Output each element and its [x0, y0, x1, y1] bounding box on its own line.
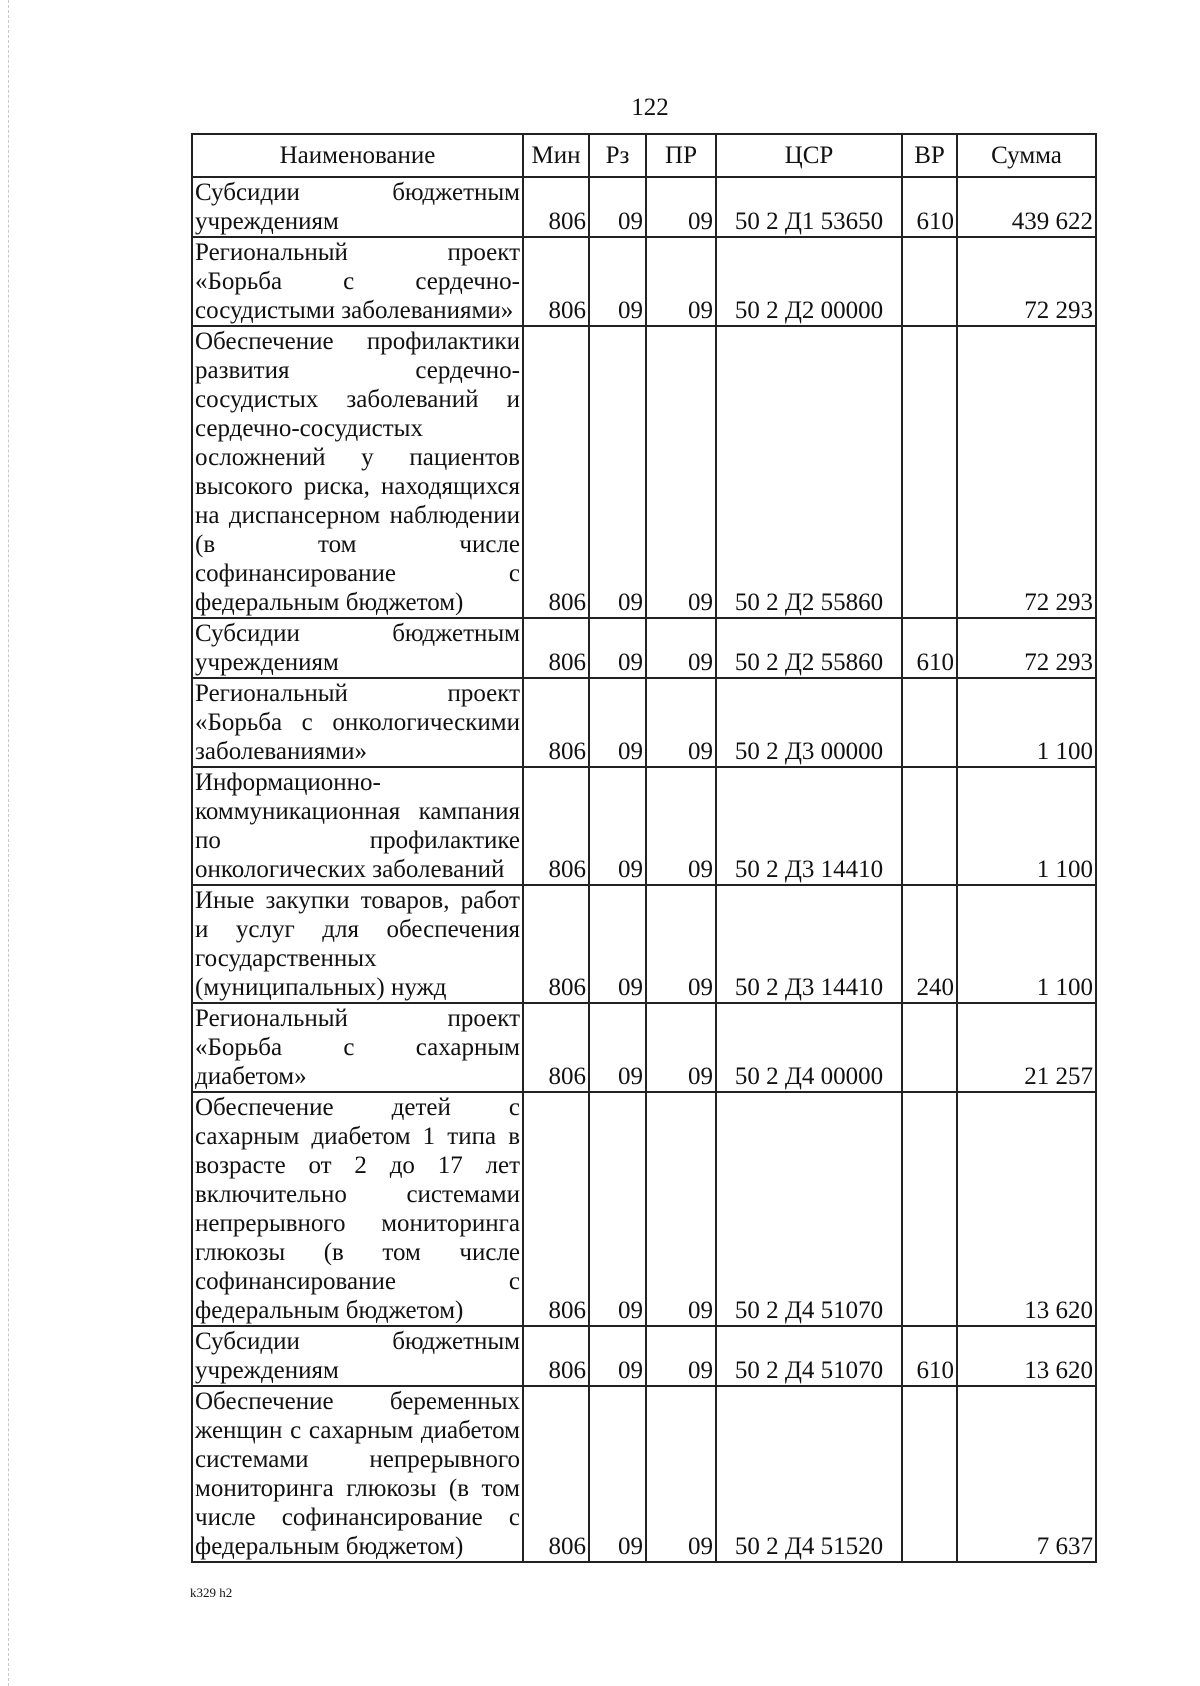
cell-pr: 09 [646, 767, 716, 885]
cell-pr: 09 [646, 237, 716, 326]
cell-min: 806 [523, 237, 589, 326]
cell-vr [902, 237, 957, 326]
budget-table [191, 133, 1097, 1563]
cell-rz: 09 [589, 678, 646, 767]
cell-sum: 72 293 [957, 326, 1096, 618]
cell-csr: 50 2 Д4 51070 [716, 1326, 902, 1386]
cell-csr: 50 2 Д2 55860 [716, 326, 902, 618]
cell-vr: 610 [902, 618, 957, 678]
page-edge-line [8, 0, 9, 1686]
cell-rz: 09 [589, 885, 646, 1003]
table-row [192, 885, 1096, 1003]
cell-rz: 09 [589, 1326, 646, 1386]
table-row [192, 1386, 1096, 1562]
cell-name: Региональный проект «Борьба с онкологическими заболеваниями» [192, 678, 523, 767]
cell-name: Субсидии бюджетным учреждениям [192, 1326, 523, 1386]
cell-vr [902, 678, 957, 767]
cell-min: 806 [523, 678, 589, 767]
cell-name: Региональный проект «Борьба с сердечно-сосудистыми заболеваниями» [192, 237, 523, 326]
cell-rz: 09 [589, 1092, 646, 1326]
cell-csr: 50 2 Д1 53650 [716, 177, 902, 237]
cell-min: 806 [523, 885, 589, 1003]
table-row [192, 1326, 1096, 1386]
cell-name: Региональный проект «Борьба с сахарным диабетом» [192, 1003, 523, 1092]
cell-min: 806 [523, 618, 589, 678]
header-vr: ВР [902, 134, 957, 177]
cell-pr: 09 [646, 678, 716, 767]
cell-vr [902, 326, 957, 618]
table-row [192, 1092, 1096, 1326]
cell-min: 806 [523, 326, 589, 618]
cell-pr: 09 [646, 1003, 716, 1092]
cell-pr: 09 [646, 1326, 716, 1386]
cell-min: 806 [523, 1326, 589, 1386]
cell-csr: 50 2 Д2 00000 [716, 237, 902, 326]
header-name: Наименование [192, 134, 523, 177]
cell-pr: 09 [646, 177, 716, 237]
header-pr: ПР [646, 134, 716, 177]
cell-vr: 240 [902, 885, 957, 1003]
cell-name: Информационно-коммуникационная кампания по профилактике онкологических заболеваний [192, 767, 523, 885]
cell-sum: 21 257 [957, 1003, 1096, 1092]
table-row [192, 326, 1096, 618]
cell-name: Обеспечение беременных женщин с сахарным диабетом системами непрерывного мониторинга глюкозы (в том числе софинансирование с федеральным бюджетом) [192, 1386, 523, 1562]
table-body [192, 177, 1096, 1562]
page-number: 122 [631, 94, 669, 121]
cell-vr [902, 1386, 957, 1562]
table-row [192, 678, 1096, 767]
cell-sum: 439 622 [957, 177, 1096, 237]
cell-csr: 50 2 Д4 00000 [716, 1003, 902, 1092]
table-row [192, 237, 1096, 326]
cell-min: 806 [523, 1092, 589, 1326]
cell-vr [902, 1003, 957, 1092]
cell-csr: 50 2 Д3 14410 [716, 885, 902, 1003]
cell-pr: 09 [646, 326, 716, 618]
table-row [192, 1003, 1096, 1092]
cell-rz: 09 [589, 177, 646, 237]
cell-sum: 1 100 [957, 885, 1096, 1003]
header-sum: Сумма [957, 134, 1096, 177]
cell-name: Субсидии бюджетным учреждениям [192, 618, 523, 678]
cell-rz: 09 [589, 326, 646, 618]
cell-pr: 09 [646, 618, 716, 678]
cell-csr: 50 2 Д2 55860 [716, 618, 902, 678]
cell-vr [902, 1092, 957, 1326]
table-row [192, 767, 1096, 885]
cell-csr: 50 2 Д4 51520 [716, 1386, 902, 1562]
cell-vr [902, 767, 957, 885]
table-row [192, 618, 1096, 678]
cell-pr: 09 [646, 1092, 716, 1326]
header-rz: Рз [589, 134, 646, 177]
cell-sum: 1 100 [957, 678, 1096, 767]
cell-sum: 7 637 [957, 1386, 1096, 1562]
cell-sum: 72 293 [957, 618, 1096, 678]
cell-rz: 09 [589, 237, 646, 326]
cell-min: 806 [523, 767, 589, 885]
cell-pr: 09 [646, 885, 716, 1003]
cell-csr: 50 2 Д3 00000 [716, 678, 902, 767]
cell-sum: 72 293 [957, 237, 1096, 326]
cell-sum: 13 620 [957, 1326, 1096, 1386]
footer-code: k329 h2 [190, 1585, 233, 1600]
cell-min: 806 [523, 1386, 589, 1562]
cell-name: Иные закупки товаров, работ и услуг для обеспечения государственных (муниципальных) нужд [192, 885, 523, 1003]
cell-rz: 09 [589, 618, 646, 678]
cell-vr: 610 [902, 1326, 957, 1386]
cell-rz: 09 [589, 1003, 646, 1092]
cell-min: 806 [523, 177, 589, 237]
cell-csr: 50 2 Д3 14410 [716, 767, 902, 885]
cell-name: Обеспечение профилактики развития сердечно-сосудистых заболеваний и сердечно-сосудистых осложнений у пациентов высокого риска, находящихся на диспансерном наблюдении (в том числе софинансирование с федеральным бюджетом) [192, 326, 523, 618]
cell-sum: 13 620 [957, 1092, 1096, 1326]
table-row [192, 177, 1096, 237]
table-header-row [192, 134, 1096, 177]
cell-name: Субсидии бюджетным учреждениям [192, 177, 523, 237]
cell-pr: 09 [646, 1386, 716, 1562]
header-csr: ЦСР [716, 134, 902, 177]
cell-rz: 09 [589, 1386, 646, 1562]
cell-min: 806 [523, 1003, 589, 1092]
cell-name: Обеспечение детей с сахарным диабетом 1 типа в возрасте от 2 до 17 лет включительно системами непрерывного мониторинга глюкозы (в том числе софинансирование с федеральным бюджетом) [192, 1092, 523, 1326]
cell-vr: 610 [902, 177, 957, 237]
header-min: Мин [523, 134, 589, 177]
cell-sum: 1 100 [957, 767, 1096, 885]
cell-rz: 09 [589, 767, 646, 885]
cell-csr: 50 2 Д4 51070 [716, 1092, 902, 1326]
